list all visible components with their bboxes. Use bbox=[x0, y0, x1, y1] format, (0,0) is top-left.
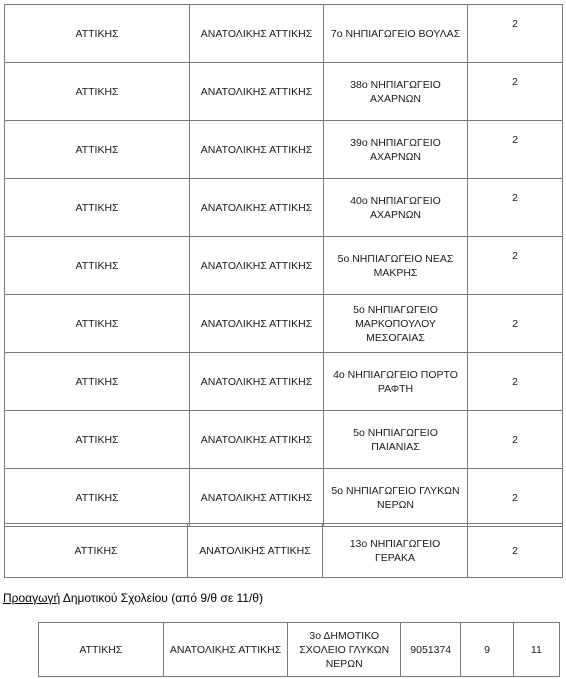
count-cell: 2 bbox=[468, 63, 563, 121]
district-cell: ΑΝΑΤΟΛΙΚΗΣ ΑΤΤΙΚΗΣ bbox=[190, 237, 324, 295]
district-cell: ΑΝΑΤΟΛΙΚΗΣ ΑΤΤΙΚΗΣ bbox=[190, 5, 324, 63]
district-cell: ΑΝΑΤΟΛΙΚΗΣ ΑΤΤΙΚΗΣ bbox=[163, 623, 288, 677]
district-cell: ΑΝΑΤΟΛΙΚΗΣ ΑΤΤΙΚΗΣ bbox=[190, 353, 324, 411]
count-cell: 2 bbox=[468, 353, 563, 411]
table-row bbox=[5, 179, 563, 237]
to-grade-cell: 11 bbox=[513, 623, 559, 677]
district-cell: ΑΝΑΤΟΛΙΚΗΣ ΑΤΤΙΚΗΣ bbox=[190, 121, 324, 179]
count-cell: 2 bbox=[468, 179, 563, 237]
region-cell: ΑΤΤΙΚΗΣ bbox=[5, 411, 190, 469]
school-cell: 5ο ΝΗΠΙΑΓΩΓΕΙΟ ΝΕΑΣ ΜΑΚΡΗΣ bbox=[324, 237, 468, 295]
table-row bbox=[5, 295, 563, 353]
school-cell: 5ο ΝΗΠΙΑΓΩΓΕΙΟ ΜΑΡΚΟΠΟΥΛΟΥ ΜΕΣΟΓΑΙΑΣ bbox=[324, 295, 468, 353]
region-cell: ΑΤΤΙΚΗΣ bbox=[5, 63, 190, 121]
district-cell: ΑΝΑΤΟΛΙΚΗΣ ΑΤΤΙΚΗΣ bbox=[190, 63, 324, 121]
count-cell: 2 bbox=[468, 121, 563, 179]
region-cell: ΑΤΤΙΚΗΣ bbox=[5, 5, 190, 63]
school-cell: 40ο ΝΗΠΙΑΓΩΓΕΙΟ ΑΧΑΡΝΩΝ bbox=[324, 179, 468, 237]
section-heading bbox=[3, 591, 263, 605]
region-cell: ΑΤΤΙΚΗΣ bbox=[5, 121, 190, 179]
region-cell: ΑΤΤΙΚΗΣ bbox=[5, 179, 190, 237]
region-cell: ΑΤΤΙΚΗΣ bbox=[5, 524, 188, 578]
table-row bbox=[5, 524, 563, 578]
school-cell: 5ο ΝΗΠΙΑΓΩΓΕΙΟ ΓΛΥΚΩΝ ΝΕΡΩΝ bbox=[324, 469, 468, 527]
count-cell: 2 bbox=[468, 295, 563, 353]
table-row bbox=[5, 353, 563, 411]
schools-table-continued bbox=[4, 523, 563, 578]
school-cell: 4ο ΝΗΠΙΑΓΩΓΕΙΟ ΠΟΡΤΟ ΡΑΦΤΗ bbox=[324, 353, 468, 411]
region-cell: ΑΤΤΙΚΗΣ bbox=[5, 353, 190, 411]
section-heading-rest: Δημοτικού Σχολείου (από 9/θ σε 11/θ) bbox=[60, 591, 263, 605]
table-row bbox=[5, 469, 563, 527]
schools-table bbox=[4, 4, 563, 527]
count-cell: 2 bbox=[468, 5, 563, 63]
district-cell: ΑΝΑΤΟΛΙΚΗΣ ΑΤΤΙΚΗΣ bbox=[190, 295, 324, 353]
school-cell: 13ο ΝΗΠΙΑΓΩΓΕΙΟ ΓΕΡΑΚΑ bbox=[323, 524, 468, 578]
region-cell: ΑΤΤΙΚΗΣ bbox=[5, 469, 190, 527]
school-cell: 39ο ΝΗΠΙΑΓΩΓΕΙΟ ΑΧΑΡΝΩΝ bbox=[324, 121, 468, 179]
school-code-cell: 9051374 bbox=[401, 623, 461, 677]
table-row bbox=[5, 63, 563, 121]
region-cell: ΑΤΤΙΚΗΣ bbox=[5, 237, 190, 295]
school-cell: 7ο ΝΗΠΙΑΓΩΓΕΙΟ ΒΟΥΛΑΣ bbox=[324, 5, 468, 63]
count-cell: 2 bbox=[468, 469, 563, 527]
section-heading-underlined: Προαγωγή bbox=[3, 591, 61, 605]
table-row bbox=[5, 121, 563, 179]
district-cell: ΑΝΑΤΟΛΙΚΗΣ ΑΤΤΙΚΗΣ bbox=[190, 179, 324, 237]
region-cell: ΑΤΤΙΚΗΣ bbox=[5, 295, 190, 353]
promotion-table bbox=[38, 622, 560, 677]
table-row bbox=[39, 623, 560, 677]
count-cell: 2 bbox=[468, 237, 563, 295]
schools-table-body bbox=[5, 5, 563, 527]
school-cell: 5ο ΝΗΠΙΑΓΩΓΕΙΟ ΠΑΙΑΝΙΑΣ bbox=[324, 411, 468, 469]
district-cell: ΑΝΑΤΟΛΙΚΗΣ ΑΤΤΙΚΗΣ bbox=[190, 469, 324, 527]
count-cell: 2 bbox=[468, 524, 563, 578]
from-grade-cell: 9 bbox=[461, 623, 513, 677]
table-row bbox=[5, 237, 563, 295]
school-cell: 3ο ΔΗΜΟΤΙΚΟ ΣΧΟΛΕΙΟ ΓΛΥΚΩΝ ΝΕΡΩΝ bbox=[288, 623, 401, 677]
district-cell: ΑΝΑΤΟΛΙΚΗΣ ΑΤΤΙΚΗΣ bbox=[188, 524, 323, 578]
table-row bbox=[5, 411, 563, 469]
district-cell: ΑΝΑΤΟΛΙΚΗΣ ΑΤΤΙΚΗΣ bbox=[190, 411, 324, 469]
table-row bbox=[5, 5, 563, 63]
school-cell: 38ο ΝΗΠΙΑΓΩΓΕΙΟ ΑΧΑΡΝΩΝ bbox=[324, 63, 468, 121]
region-cell: ΑΤΤΙΚΗΣ bbox=[39, 623, 164, 677]
count-cell: 2 bbox=[468, 411, 563, 469]
